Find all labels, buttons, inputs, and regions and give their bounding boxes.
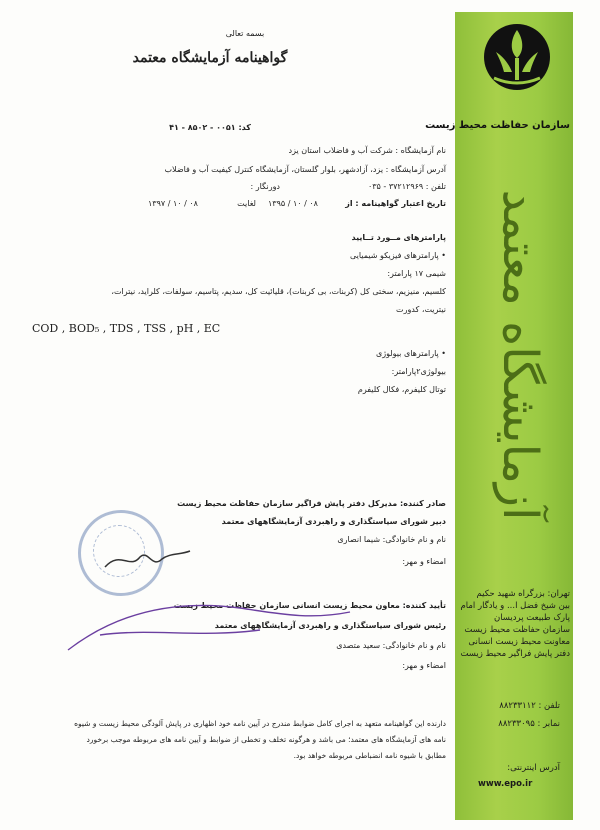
issuer-name: نام و نام خانوادگی: شیما انصاری xyxy=(337,535,446,544)
footer-line1: دارنده این گواهینامه متعهد به اجرای کامل ضوابط مندرج در آیین نامه خود اظهاری در پایش آلودگی محیط زیست و شیوه xyxy=(74,719,446,728)
sidebar-address-line: بین شیخ فضل ا... و یادگار امام xyxy=(460,601,570,611)
issuer-sign-label: امضاء و مهر: xyxy=(402,557,446,566)
approver-line1: تأیید کننده: معاون محیط زیست انسانی سازمان حفاظت محیط زیست xyxy=(173,601,446,610)
certificate-title: گواهینامه آزمایشگاه معتمد xyxy=(132,50,288,66)
issuer-line2: دبیر شورای سیاستگذاری و راهبردی آزمایشگاههای معتمد xyxy=(221,517,446,526)
issuer-signature-icon xyxy=(100,545,195,575)
footer-line3: مطابق با شیوه نامه انضباطی مربوطه خواهد بود. xyxy=(293,751,446,760)
lab-fax-label: دورنگار : xyxy=(250,182,280,191)
sidebar-address-line: پارک طبیعت پردیسان xyxy=(493,613,570,623)
footer-line2: نامه های آزمایشگاه های معتمد؛ می باشد و هرگونه تخلف و تخطی از ضوابط و آیین نامه های مربوطه موجب برخورد xyxy=(86,735,446,744)
sidebar-address-line: تهران: بزرگراه شهید حکیم xyxy=(476,589,570,599)
bio-title: • پارامترهای بیولوژی xyxy=(375,349,446,358)
chem-count: شیمی ۱۷ پارامتر: xyxy=(387,269,446,278)
sidebar-fax: نمابر : ۸۸۲۳۳۰۹۵ xyxy=(498,719,560,729)
validity-label: تاریخ اعتبار گواهینامه : از xyxy=(345,199,446,208)
approver-line2: رئیس شورای سیاستگذاری و راهبردی آزمایشگاههای معتمد xyxy=(214,621,446,630)
vertical-title xyxy=(480,170,560,540)
params-heading: پارامترهای مــورد تــایید xyxy=(351,233,446,242)
physchem-title: • پارامترهای فیزیکو شیمیایی xyxy=(349,251,446,260)
sidebar-address-line: سازمان حفاظت محیط زیست xyxy=(464,625,570,635)
validity-from: ۱۳۹۵ / ۱۰ / ۰۸ xyxy=(268,199,318,208)
chem-latin-params: COD , BOD₅ , TDS , TSS , pH , EC xyxy=(32,322,221,335)
approver-signature-icon xyxy=(60,590,360,660)
bio-count: بیولوژی۲پارامتر: xyxy=(391,367,446,376)
bio-list: توتال کلیفرم، فکال کلیفرم xyxy=(357,385,446,394)
sidebar-address xyxy=(460,588,570,660)
vertical-title-text: آزمایشگاه معتمد xyxy=(492,189,548,521)
approver-sign-label: امضاء و مهر: xyxy=(402,661,446,670)
lab-name: نام آزمایشگاه : شرکت آب و فاضلاب استان یزد xyxy=(288,146,446,155)
approver-name: نام و نام خانوادگی: سعید متصدی xyxy=(336,641,446,650)
invocation: بسمه تعالی xyxy=(225,29,265,38)
lab-address: آدرس آزمایشگاه : یزد، آزادشهر، بلوار گلستان، آزمایشگاه کنترل کیفیت آب و فاضلاب xyxy=(164,165,446,174)
sidebar-address-line: معاونت محیط زیست انسانی xyxy=(468,637,570,647)
sidebar-phone: تلفن : ۸۸۲۳۳۱۱۲ xyxy=(499,701,560,711)
sidebar-web-link[interactable]: www.epo.ir xyxy=(478,779,533,789)
chem-list-1: کلسیم، منیزیم، سختی کل (کربنات، بی کربنات)، قلیائیت کل، سدیم، پتاسیم، سولفات، کلراید، نیترات، xyxy=(111,287,446,296)
certificate-code: کد: ۰۰۵۱ - ۸۵۰۲ - ۴۱ xyxy=(169,123,251,132)
validity-to-label: لغایت xyxy=(237,199,256,208)
doe-emblem-icon xyxy=(482,22,552,92)
org-name: سازمان حفاظت محیط زیست xyxy=(425,120,570,131)
lab-phone: تلفن : ۳۷۲۱۲۹۶۹ - ۰۳۵ xyxy=(367,182,446,191)
sidebar-web-label: آدرس اینترنتی: xyxy=(507,763,560,773)
chem-list-2: نیتریت، کدورت xyxy=(396,305,446,314)
validity-to: ۱۳۹۷ / ۱۰ / ۰۸ xyxy=(148,199,198,208)
issuer-line1: صادر کننده: مدیرکل دفتر پایش فراگیر سازمان حفاظت محیط زیست xyxy=(177,499,446,508)
sidebar-address-line: دفتر پایش فراگیر محیط زیست xyxy=(460,649,570,659)
